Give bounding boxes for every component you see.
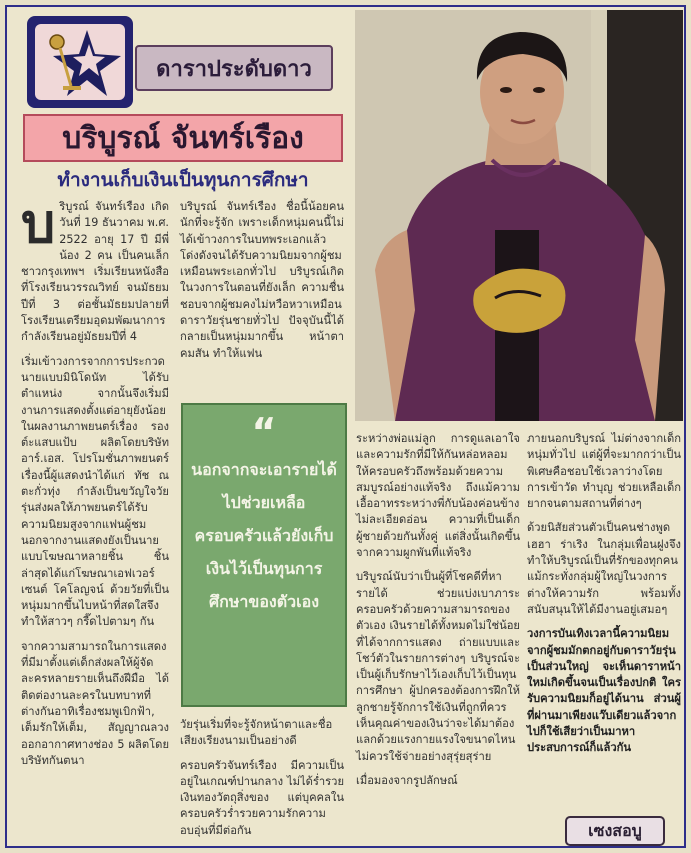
headline: บริบูรณ์ จันทร์เรือง xyxy=(23,114,343,162)
column-2 xyxy=(180,199,344,370)
column-1-paragraph-3: จากความสามารถในการแสดงที่มีมาตั้งแต่เด็กส่งผลให้ผู้จัดละครหลายรายเห็นถึงฝีมือ ได้ติดต่องานละครในบทบาทที่ต่างกันอาทิเรื่องชมพูเบิกฟ้า, เต็มรักให้เต็ม, สัญญาณลวง ออกอากาศทางช่อง 5 ผลิตโดยบริษัทกันตนา xyxy=(21,639,169,767)
quote-mark: “ xyxy=(251,410,277,454)
column-4-paragraph-2: ด้วยนิสัยส่วนตัวเป็นคนช่างพูด เฮฮา ร่าเริง ในกลุ่มเพื่อนฝูงจึงทำให้บริบูรณ์เป็นที่รักของทุกคน แม้กระทั่งกลุ่มผู้ใหญ่ในวงการต่างให้ความรัก พร้อมทั้งสนับสนุนให้ได้มีงานอยู่เสมอๆ xyxy=(527,521,681,616)
column-2-paragraph-3: ครอบครัวจันทร์เรือง มีความเป็นอยู่ในเกณฑ์ปานกลาง ไม่ได้ร่ำรวยเงินทองวัตถุสิ่งของ แต่บุคคลในครอบครัวร่ำรวยความรักความอบอุ่นที่มีต่อกัน xyxy=(180,758,344,837)
column-3-paragraph-3: เมื่อมองจากรูปลักษณ์ xyxy=(356,773,458,787)
column-1-paragraph-2: เริ่มเข้าวงการจากการประกวดนายแบบมินิโดนัท ได้รับตำแหน่ง จากนั้นจึงเริ่มมีงานการแสดงตั้งแต่อายุยังน้อย ในผลงานภาพยนตร์เรื่อง รองต์ะแสบแป้บ ผลิตโดยบริษัท อาร์.เอส. โปรโมชั่นภาพยนตร์เรื่องนี้ผู้แสดงนำได้แก่ ทัช ณ ตะกั่วทุ่ง กำลังเป็นขวัญใจวัยรุ่นส่งผลให้ภาพยนตร์ได้รับความนิยมสูงจากแฟนผู้ชม นอกจากงานแสดงยังเป็นนายแบบโฆษณาหลายชิ้น ชิ้นล่าสุดได้แก่โฆษณาเอฟเวอร์เซนต์ โคโลญจน์ ด้วยวัยที่เป็นหนุ่มมากขึ้นไบหน้าที่สดใสจึงทำให้สาวๆ กรี๊ดไปตามๆ กัน xyxy=(21,354,169,629)
column-3-paragraph-1: ระหว่างพ่อแม่ลูก การดูแลเอาใจและความรักที่มีให้กันหล่อหลอมให้ครอบครัวถึงพร้อมด้วยความสมบูรณ์อย่างแท้จริง ถึงแม้ความเอื้ออาทรระหว่างพี่กับน้องค่อนข้างไม่ละเอียดอ่อน ความที่เป็นเด็กผู้ชายด้วยกันทั้งคู่ แต่สิ่งนั้นเกิดขึ้นจากความผูกพันที่แท้จริง xyxy=(356,432,520,560)
pull-quote xyxy=(181,403,347,707)
magazine-page xyxy=(5,5,686,848)
portrait-photo xyxy=(355,10,683,421)
quote-text: นอกจากจะเอารายได้ไปช่วยเหลือครอบครัวแล้วยังเก็บเงินไว้เป็นทุนการศึกษาของตัวเอง xyxy=(191,460,337,611)
column-3-paragraph-2: บริบูรณ์นับว่าเป็นผู้ที่โชคดีที่หารายได้ ช่วยแบ่งเบาภาระครอบครัวด้วยความสามารถของตัวเอง เงินรายได้ทั้งหมดไม่ใช่น้อยที่ได้จากการแสดง ถ่ายแบบและโชว์ตัวในรายการต่างๆ บริบูรณ์จะเป็นผู้เก็บรักษาไว้เองเก็บไว้เป็นทุนการศึกษา ผู้ปกครองต้องการฝึกให้ลูกชายรู้จักการใช้เงินที่ถูกที่ควรเห็นคุณค่าของเงินว่าจะได้มาต้องแลกด้วยแรงกายแรงใจขนาดไหน ไม่ควรใช้จ่ายอย่างสุรุ่ยสุร่าย xyxy=(356,570,520,763)
column-4-paragraph-3: วงการบันเทิงเวลานี้ความนิยมจากผู้ชมมักตกอยู่กับดาราวัยรุ่นเป็นส่วนใหญ่ จะเห็นดาราหน้าใหม่เกิดขึ้นจนเป็นเรื่องปกติ ใครรับความนิยมก็อยู่ได้นาน ส่วนผู้ที่ผ่านมาเพียงแว๊บเดียวแล้วจากไปก็ใช้เสียว่าเป็นมาหาประสบการณ์ก็แล้วกัน xyxy=(527,627,681,755)
star-microphone-icon xyxy=(27,16,133,108)
column-3 xyxy=(356,431,520,797)
column-1-paragraph-1: ริบูรณ์ จันทร์เรือง เกิดวันที่ 19 ธันวาคม พ.ศ. 2522 อายุ 17 ปี มีพี่น้อง 2 คน เป็นคนเล็ก ชาวกรุงเทพฯ เริ่มเรียนหนังสือที่โรงเรียนวรรณวิทย์ จนมัธยมปีที่ 3 ต่อชั้นมัธยมปลายที่โรงเรียนเตรียมอุดมพัฒนาการ กำลังเรียนอยู่มัธยมปีที่ 4 xyxy=(21,200,169,344)
column-4-paragraph-1: ภายนอกบริบูรณ์ ไม่ต่างจากเด็กหนุ่มทั่วไป แต่ผู้ที่จะมากกว่าเป็นพิเศษคือชอบใช้เวลาว่างโดยการเข้าวัด ทำบุญ ช่วยเหลือเด็กยากจนตามสถานที่ต่างๆ xyxy=(527,432,681,511)
column-2-paragraph-1: บริบูรณ์ จันทร์เรือง ชื่อนี้น้อยคนนักที่จะรู้จัก เพราะเด็กหนุ่มคนนี้ไม่ได้เข้าวงการในบทพระเอกแล้วโด่งดังจนได้รับความนิยมจากผู้ชม เหมือนพระเอกทั่วไป บริบูรณ์เกิดในวงการในตอนที่ยังเล็ก ความชื่นชอบจากผู้ชมคงไม่หวือหวาเหมือนดาราวัยรุ่นชายทั่วไป ปัจจุบันนี้ได้กลายเป็นหนุ่มมากขึ้น หน้าตาคมสัน ทำให้แฟน xyxy=(180,200,344,360)
column-1 xyxy=(21,192,169,777)
section-title: ดาราประดับดาว xyxy=(135,45,333,91)
author-credit: เซงสอบู xyxy=(565,816,665,846)
column-4 xyxy=(527,431,681,765)
subheadline: ทำงานเก็บเงินเป็นทุนการศึกษา xyxy=(57,169,309,191)
column-2-continued xyxy=(180,717,344,847)
dropcap: บ xyxy=(21,192,56,255)
column-2-paragraph-2: วัยรุ่นเริ่มที่จะรู้จักหน้าตาและชื่อเสียงเรียงนามเป็นอย่างดี xyxy=(180,718,333,748)
